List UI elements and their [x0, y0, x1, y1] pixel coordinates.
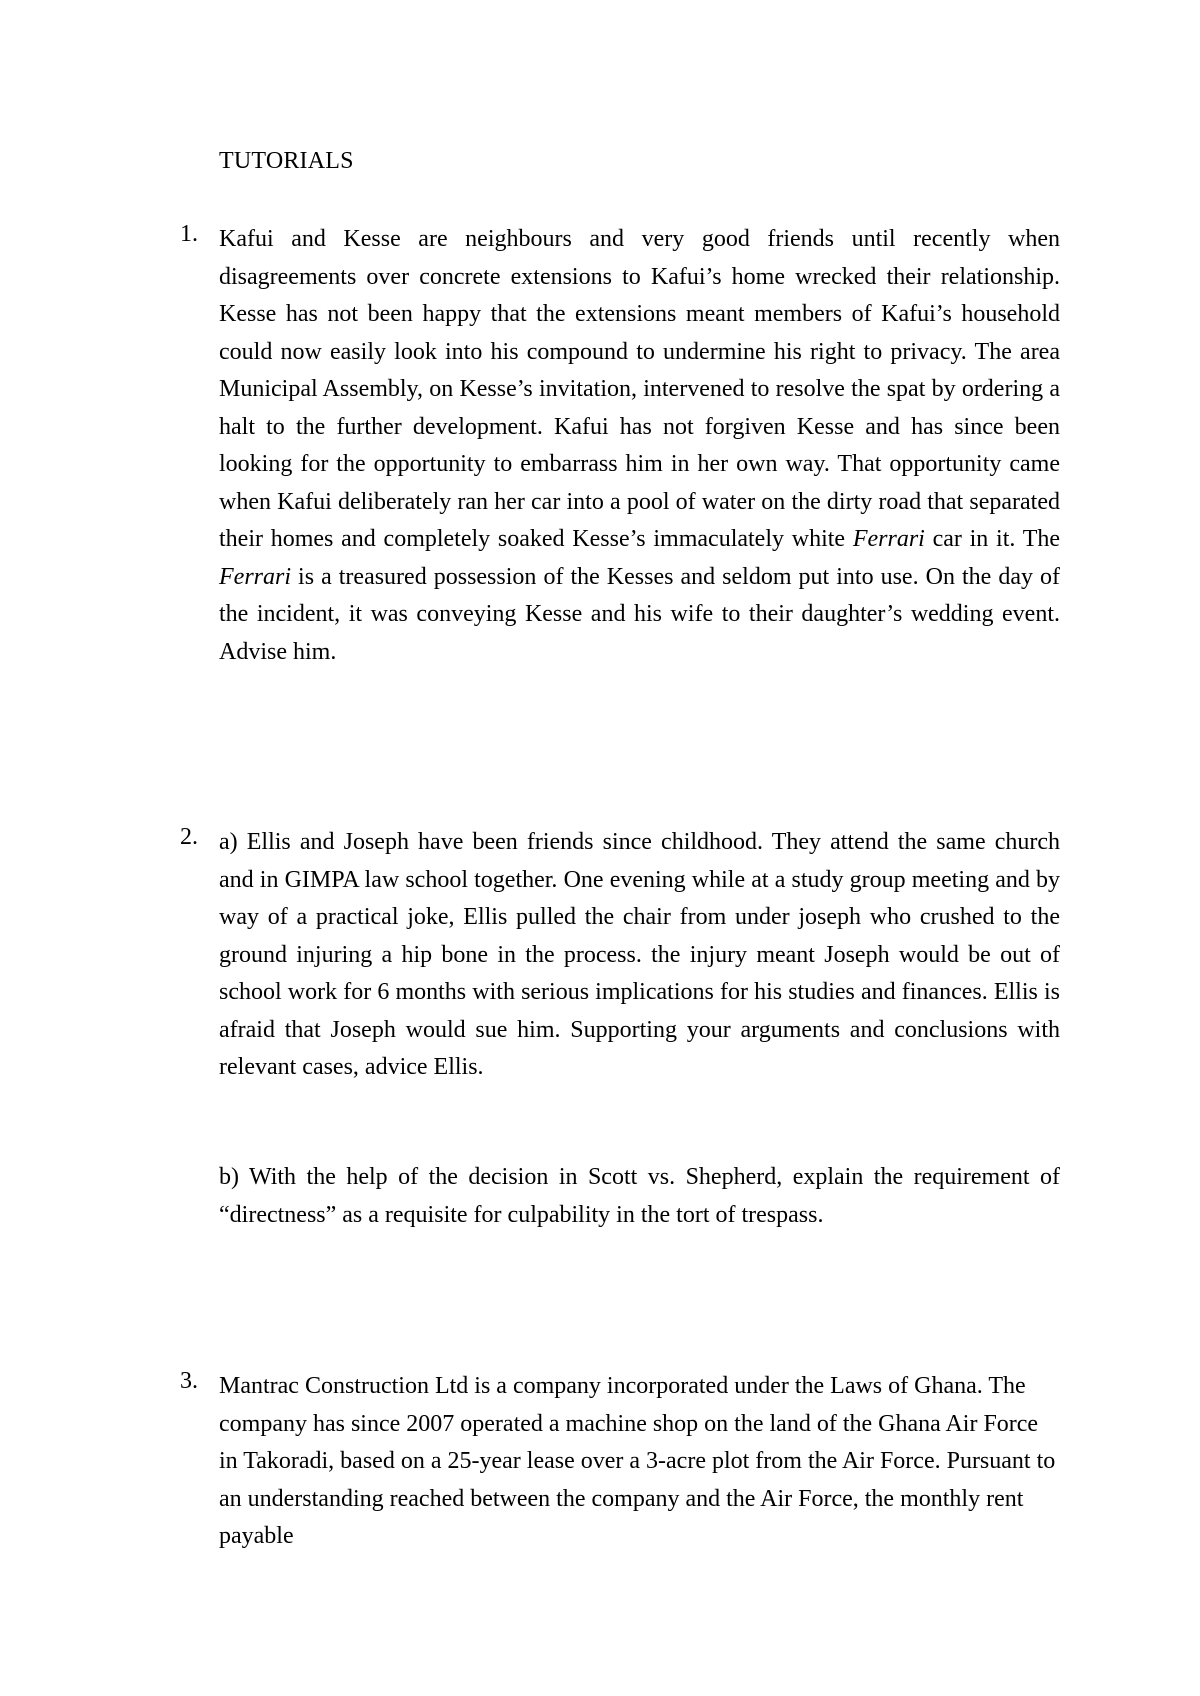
- question-number: 2.: [180, 824, 198, 850]
- italic-term: Ferrari: [852, 526, 925, 552]
- question-paragraph: [219, 221, 1060, 671]
- question-body: [219, 824, 1060, 1087]
- question-number: 3.: [180, 1368, 198, 1394]
- question-part-b: b) With the help of the decision in Scott vs. Shepherd, explain the requirement of “directness” as a requisite for culpability in the tort of trespass.: [219, 1164, 1060, 1228]
- question-text: Kafui and Kesse are neighbours and very good friends until recently when disagreements over concrete extensions to Kafui’s home wrecked their relationship. Kesse has not been happy that the extensions meant members of Kafui’s household could now easily look into his compound to undermine his right to privacy. The area Municipal Assembly, on Kesse’s invitation, intervened to resolve the spat by ordering a halt to the further development. Kafui has not forgiven Kesse and has since been looking for the opportunity to embarrass him in her own way. That opportunity came when Kafui deliberately ran her car into a pool of water on the dirty road that separated their homes and completely soaked Kesse’s immaculately white: [219, 226, 1060, 552]
- question-text: is a treasured possession of the Kesses and seldom put into use. On the day of the incident, it was conveying Kesse and his wife to their daughter’s wedding event. Advise him.: [219, 563, 1061, 665]
- question-body: [219, 1368, 1060, 1556]
- question-part-a: a) Ellis and Joseph have been friends since childhood. They attend the same church and in GIMPA law school together. One evening while at a study group meeting and by way of a practical joke, Ellis pulled the chair from under joseph who crushed to the ground injuring a hip bone in the process. the injury meant Joseph would be out of school work for 6 months with serious implications for his studies and finances. Ellis is afraid that Joseph would sue him. Supporting your arguments and conclusions with relevant cases, advice Ellis.: [219, 829, 1060, 1080]
- question-body: [219, 221, 1060, 671]
- page-title: TUTORIALS: [219, 148, 354, 174]
- question-body: [219, 1159, 1060, 1234]
- question-number: 1.: [180, 221, 198, 247]
- question-paragraph: Mantrac Construction Ltd is a company incorporated under the Laws of Ghana. The company has since 2007 operated a machine shop on the land of the Ghana Air Force in Takoradi, based on a 25-year lease over a 3-acre plot from the Air Force. Pursuant to an understanding reached between the company and the Air Force, the monthly rent payable: [219, 1373, 1056, 1549]
- italic-term: Ferrari: [219, 563, 291, 590]
- question-text: car in it. The: [932, 526, 1061, 552]
